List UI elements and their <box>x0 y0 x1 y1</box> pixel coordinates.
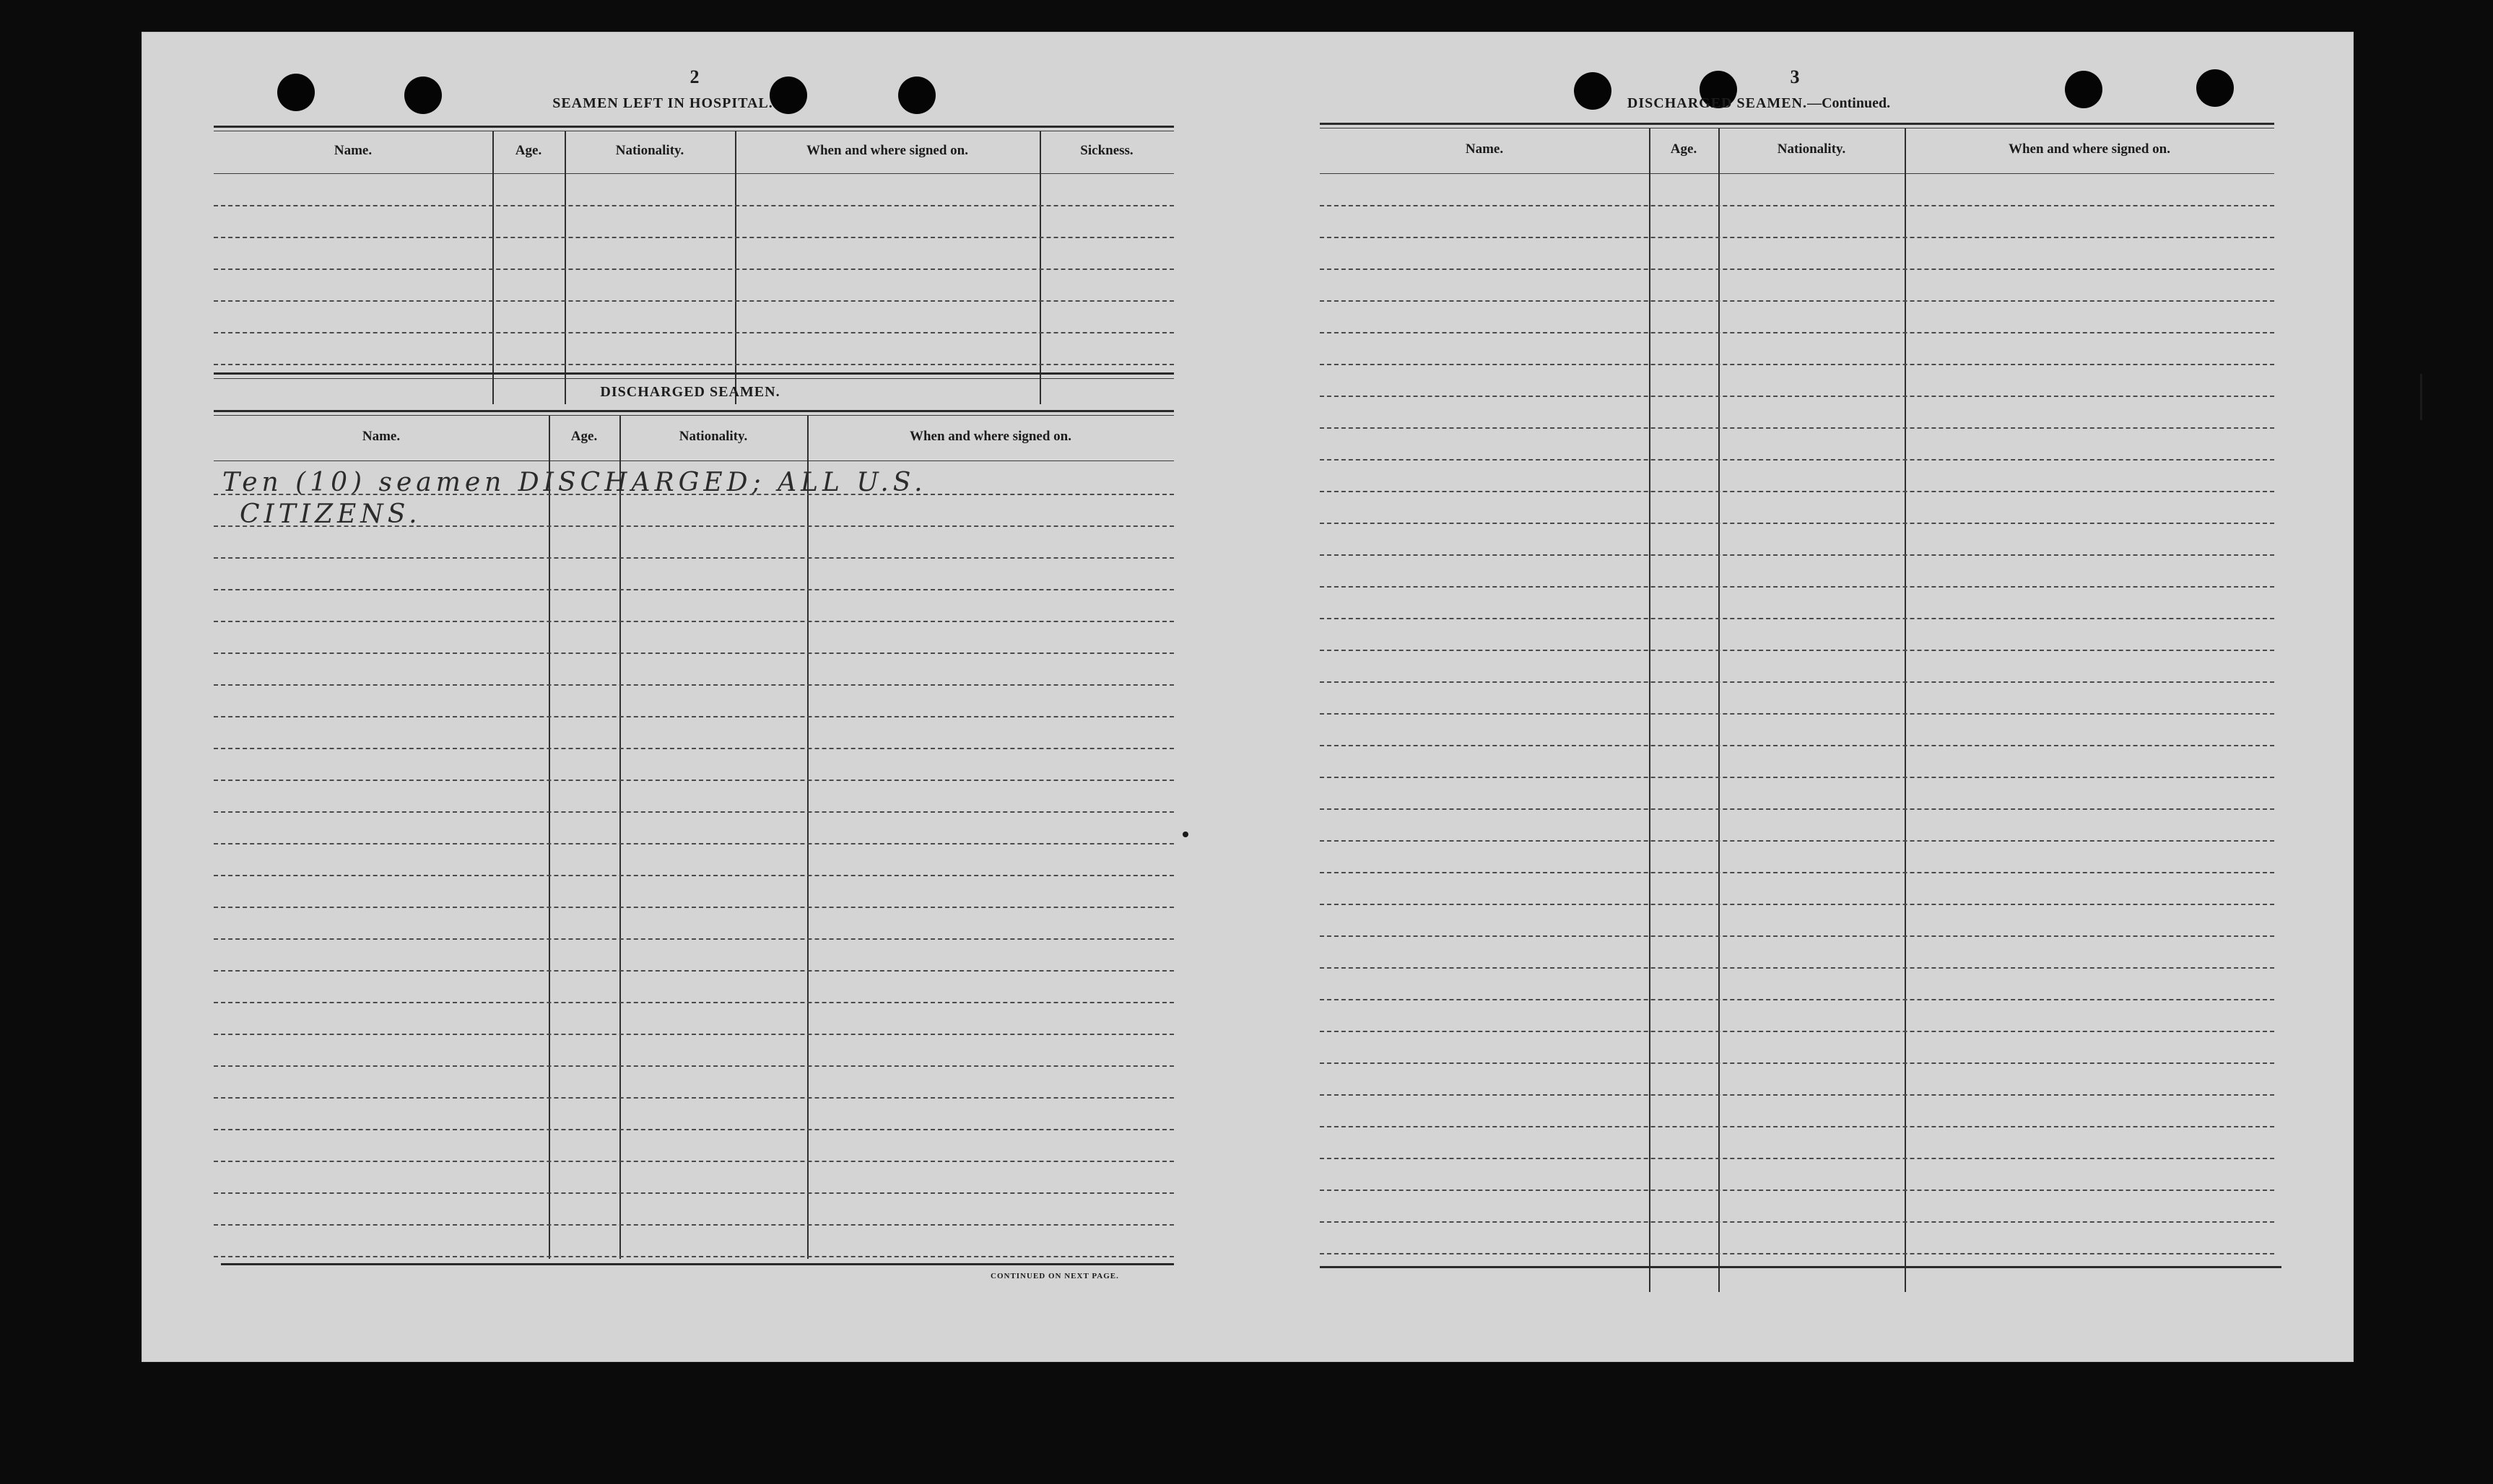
discharged-row-line <box>214 684 1174 686</box>
continued-row-line <box>1320 554 2274 556</box>
continued-col-signed-on: When and where signed on. <box>2008 141 2170 157</box>
continued-row-line <box>1320 205 2274 206</box>
discharged-row-line <box>214 1224 1174 1226</box>
discharged-row-line <box>214 589 1174 590</box>
continued-row-line <box>1320 1094 2274 1096</box>
hospital-col-sickness: Sickness. <box>1080 143 1134 158</box>
continued-row-line <box>1320 935 2274 937</box>
continued-row-line <box>1320 459 2274 461</box>
discharged-row-line <box>214 1256 1174 1257</box>
continued-row-line <box>1320 713 2274 715</box>
discharged-row-line <box>214 716 1174 717</box>
continued-row-line <box>1320 523 2274 524</box>
discharged-continued-title <box>1585 95 1932 112</box>
discharged-row-line <box>214 1192 1174 1194</box>
handwritten-entry-line-2: CITIZENS. <box>240 499 422 529</box>
hospital-row-line <box>214 364 1174 365</box>
discharged-row-line <box>214 748 1174 749</box>
discharged-row-line <box>214 970 1174 972</box>
edge-mark <box>2420 374 2422 420</box>
continued-row-line <box>1320 396 2274 397</box>
discharged-col-signed-on: When and where signed on. <box>909 429 1071 444</box>
discharged-row-line <box>214 525 1174 527</box>
continued-row-line <box>1320 872 2274 873</box>
discharged-col-nationality: Nationality. <box>679 429 748 444</box>
speck <box>1183 832 1188 837</box>
continued-row-line <box>1320 1221 2274 1223</box>
discharged-row-line <box>214 811 1174 813</box>
continued-row-line <box>1320 269 2274 270</box>
hospital-row-line <box>214 205 1174 206</box>
discharged-row-line <box>214 652 1174 654</box>
page-number-left: 2 <box>689 66 700 87</box>
continued-row-line <box>1320 967 2274 969</box>
continued-footnote: CONTINUED ON NEXT PAGE. <box>991 1272 1119 1280</box>
continued-row-line <box>1320 1158 2274 1159</box>
discharged-row-line <box>214 1034 1174 1035</box>
continued-row-line <box>1320 808 2274 810</box>
discharged-col-name: Name. <box>362 429 401 444</box>
continued-row-line <box>1320 427 2274 429</box>
continued-row-line <box>1320 745 2274 746</box>
continued-header-rule <box>1320 173 2274 174</box>
hospital-header-rule <box>214 173 1174 174</box>
punch-hole <box>2065 71 2102 108</box>
continued-row-line <box>1320 618 2274 619</box>
hospital-col-name: Name. <box>334 143 373 158</box>
continued-row-line <box>1320 1031 2274 1032</box>
continued-row-line <box>1320 904 2274 905</box>
discharged-section-title: DISCHARGED SEAMEN. <box>600 384 780 400</box>
punch-hole <box>898 77 936 114</box>
discharged-row-line <box>214 1065 1174 1067</box>
discharged-row-line <box>214 1097 1174 1099</box>
continued-row-line <box>1320 300 2274 302</box>
punch-hole <box>2196 69 2234 107</box>
punch-hole <box>404 77 442 114</box>
discharged-row-line <box>214 907 1174 908</box>
discharged-row-line <box>214 621 1174 622</box>
continued-row-line <box>1320 650 2274 651</box>
continued-row-line <box>1320 586 2274 588</box>
hospital-col-age: Age. <box>515 143 542 158</box>
continued-row-line <box>1320 332 2274 333</box>
continued-row-line <box>1320 840 2274 842</box>
continued-row-line <box>1320 364 2274 365</box>
continued-col-age: Age. <box>1670 141 1697 157</box>
continued-row-line <box>1320 491 2274 492</box>
discharged-row-line <box>214 843 1174 844</box>
hospital-row-line <box>214 237 1174 238</box>
hospital-col-nationality: Nationality. <box>615 143 684 158</box>
hospital-section-title: SEAMEN LEFT IN HOSPITAL. <box>552 95 773 111</box>
hospital-row-line <box>214 332 1174 333</box>
discharged-row-line <box>214 938 1174 940</box>
ledger-sheet <box>142 32 2354 1362</box>
continued-row-line <box>1320 237 2274 238</box>
discharged-row-line <box>214 875 1174 876</box>
discharged-col-age: Age. <box>570 429 598 444</box>
hospital-col-signed-on: When and where signed on. <box>806 143 968 158</box>
discharged-row-line <box>214 1002 1174 1003</box>
discharged-row-line <box>214 494 1174 495</box>
discharged-continued-title-text: DISCHARGED SEAMEN. <box>1627 95 1808 111</box>
page-number-right: 3 <box>1790 66 1800 87</box>
discharged-row-line <box>214 1161 1174 1162</box>
continued-row-line <box>1320 1126 2274 1127</box>
continued-row-line <box>1320 1253 2274 1254</box>
discharged-row-line <box>214 780 1174 781</box>
handwritten-entry-line-1: Ten (10) seamen DISCHARGED; ALL U.S. <box>222 468 927 497</box>
continued-row-line <box>1320 1190 2274 1191</box>
hospital-row-line <box>214 269 1174 270</box>
continued-col-nationality: Nationality. <box>1777 141 1846 157</box>
punch-hole <box>277 74 315 111</box>
discharged-row-line <box>214 1129 1174 1130</box>
continued-row-line <box>1320 999 2274 1000</box>
discharged-row-line <box>214 557 1174 559</box>
continued-col-name: Name. <box>1465 141 1504 157</box>
discharged-continued-suffix: —Continued. <box>1807 95 1891 111</box>
continued-row-line <box>1320 681 2274 683</box>
continued-row-line <box>1320 777 2274 778</box>
continued-row-line <box>1320 1062 2274 1064</box>
hospital-row-line <box>214 300 1174 302</box>
